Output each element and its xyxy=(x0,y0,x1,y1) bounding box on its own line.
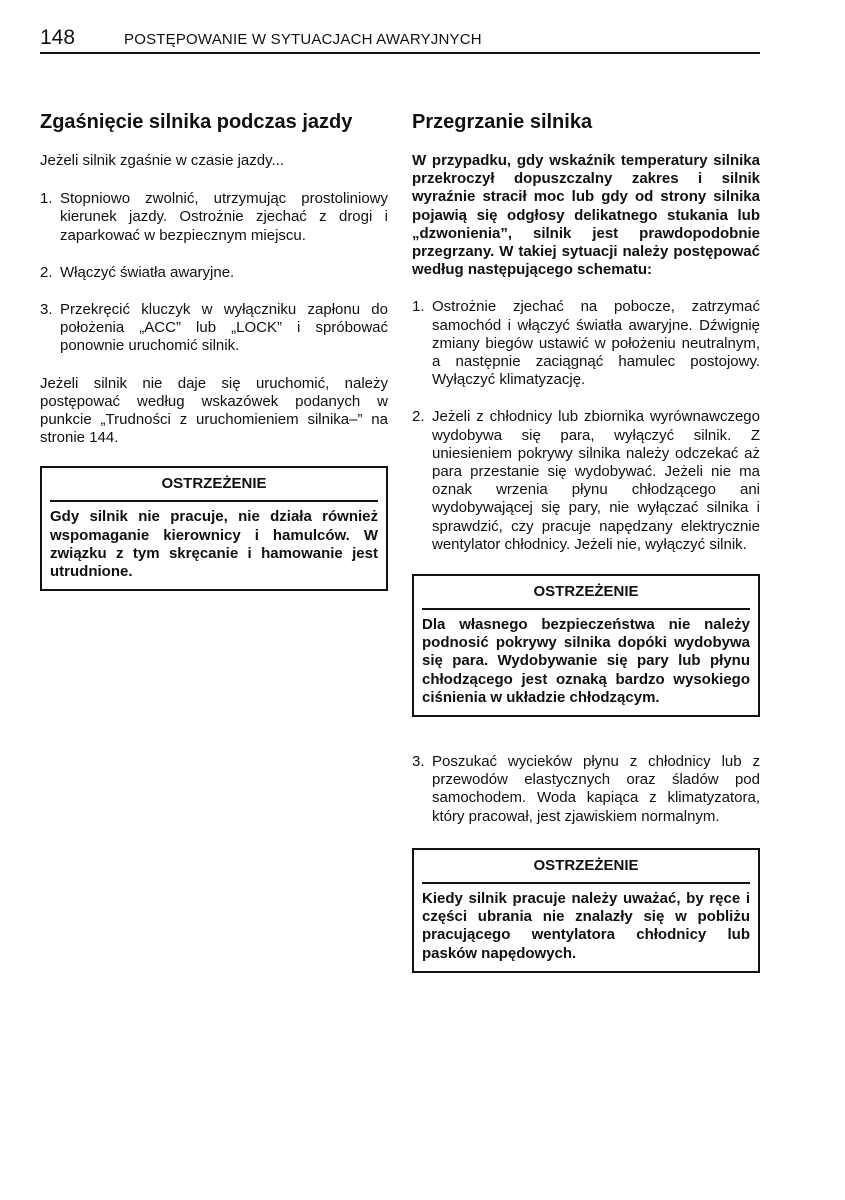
warning-text: Gdy silnik nie pracuje, nie działa również wspomaganie kierownicy i hamulców. W związku z tym skręcanie i hamowanie jest utrudnione. xyxy=(50,508,378,581)
header-rule xyxy=(40,52,760,54)
step-number: 3. xyxy=(412,753,425,771)
left-column xyxy=(40,110,388,591)
heading-overheating: Przegrzanie silnika xyxy=(412,111,593,133)
warning-text: Dla własnego bezpieczeństwa nie należy podnosić pokrywy silnika dopóki wydobywa się para. Wydobywanie się pary lub płynu chłodzącego jest oznaką bardzo wysokiego ciśnienia w układzie chłodzącym. xyxy=(422,616,750,706)
step-text: Poszukać wycieków płynu z chłodnicy lub z przewodów elastycznych oraz śladów pod samochodem. Woda kapiąca z klimatyzatora, który pracował, jest zjawiskiem normalnym. xyxy=(432,753,760,825)
list-item xyxy=(412,753,760,826)
step-number: 3. xyxy=(40,301,53,319)
steps-list xyxy=(412,753,760,826)
intro-text: W przypadku, gdy wskaźnik temperatury silnika przekroczył dopuszczalny zakres i silnik wyraźnie stracił moc lub gdy od strony silnika pojawią się odgłosy delikatnego stukania lub „dzwonienia”, silnik jest prawdopodobnie przegrzany. W takiej sytuacji należy postępować według następującego schematu: xyxy=(412,152,760,279)
steps-list xyxy=(412,298,760,554)
warning-box xyxy=(40,466,388,591)
step-text: Stopniowo zwolnić, utrzymując prostoliniowy kierunek jazdy. Ostrożnie zjechać z drogi i zaparkować w bezpiecznym miejscu. xyxy=(60,190,388,244)
list-item xyxy=(412,298,760,389)
step-number: 1. xyxy=(412,298,425,316)
list-item xyxy=(40,301,388,356)
right-column xyxy=(412,110,760,973)
section-title: POSTĘPOWANIE W SYTUACJACH AWARYJNYCH xyxy=(124,31,482,48)
note-text: Jeżeli silnik nie daje się uruchomić, należy postępować według wskazówek podanych w punkcie „Trudności z uruchomieniem silnika–” na stronie 144. xyxy=(40,374,388,447)
step-text: Jeżeli z chłodnicy lub zbiornika wyrównawczego wydobywa się para, wyłączyć silnik. Z uniesieniem pokrywy silnika należy odczekać aż para przestanie się wydobywać. Jeżeli nie ma oznak wrzenia płynu chłodzącego ani wydobywającej się pary, nie wyłączać silnika i sprawdzić, czy pracuje napędzany elektrycznie wentylator chłodnicy. Jeżeli nie, wyłączyć silnik. xyxy=(432,408,760,553)
warning-title: OSTRZEŻENIE xyxy=(422,583,750,610)
step-number: 1. xyxy=(40,190,53,208)
step-text: Ostrożnie zjechać na pobocze, zatrzymać samochód i włączyć światła awaryjne. Dźwignię zmiany biegów ustawić w położeniu neutralnym, a następnie zaciągnąć hamulec postojowy. Wyłączyć klimatyzację. xyxy=(432,298,760,389)
warning-title: OSTRZEŻENIE xyxy=(50,475,378,502)
warning-box xyxy=(412,848,760,973)
step-text: Przekręcić kluczyk w wyłączniku zapłonu do położenia „ACC” lub „LOCK” i spróbować ponownie uruchomić silnik. xyxy=(60,301,388,355)
list-item xyxy=(40,190,388,245)
step-number: 2. xyxy=(40,263,53,281)
list-item xyxy=(412,408,760,554)
steps-list xyxy=(40,190,388,355)
page-number: 148 xyxy=(40,26,76,49)
warning-title: OSTRZEŻENIE xyxy=(422,857,750,884)
warning-box xyxy=(412,574,760,717)
heading-engine-stall: Zgaśnięcie silnika podczas jazdy xyxy=(40,111,353,133)
intro-text: Jeżeli silnik zgaśnie w czasie jazdy... xyxy=(40,152,284,169)
step-number: 2. xyxy=(412,408,425,426)
page-header xyxy=(40,26,760,54)
step-text: Włączyć światła awaryjne. xyxy=(60,263,235,281)
warning-text: Kiedy silnik pracuje należy uważać, by ręce i części ubrania nie znalazły się w pobliżu pracującego wentylatora chłodnicy lub pasków napędowych. xyxy=(422,889,750,962)
list-item xyxy=(40,264,388,282)
